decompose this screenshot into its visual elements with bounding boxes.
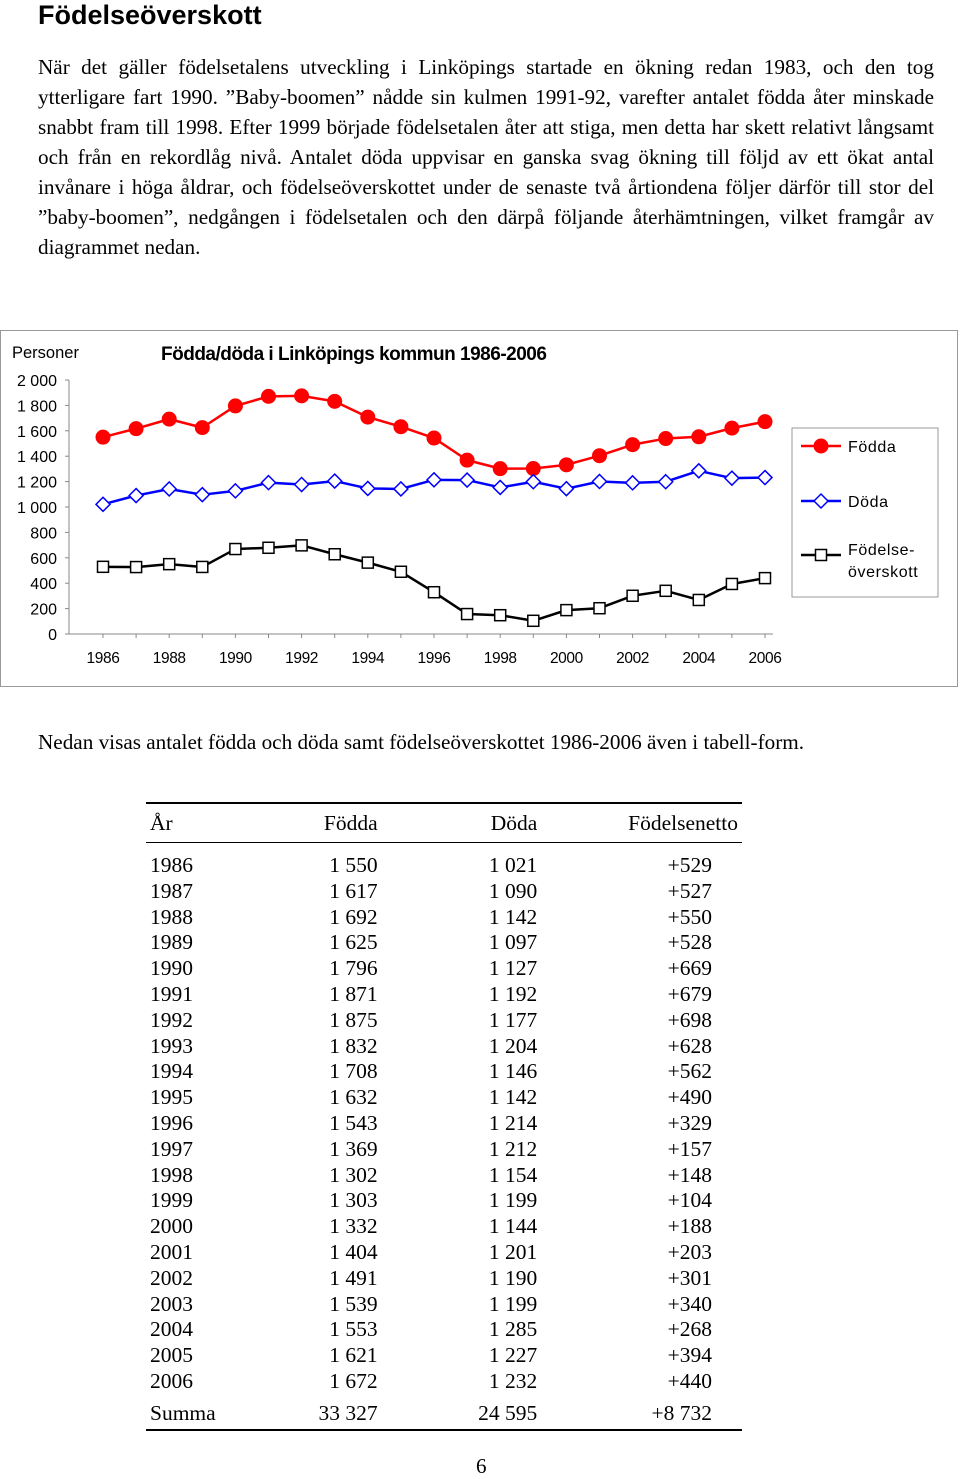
cell-year: 1990 <box>150 956 193 981</box>
cell-net: +203 <box>667 1239 712 1264</box>
series-line <box>103 545 765 620</box>
cell-dead: 1 127 <box>488 956 538 981</box>
table-row <box>146 1317 742 1343</box>
data-point <box>129 489 143 503</box>
cell-net: +148 <box>667 1162 712 1187</box>
cell-born: 1 553 <box>329 1317 378 1342</box>
cell-year: 2001 <box>150 1239 193 1264</box>
data-point <box>296 540 307 551</box>
y-tick-label: 1 000 <box>16 500 57 517</box>
x-tick-label: 2004 <box>682 650 716 667</box>
data-point <box>131 562 142 573</box>
sum-born: 33 327 <box>268 1395 378 1430</box>
legend-label: Födelse- <box>848 542 916 559</box>
cell-net: +698 <box>667 1007 712 1032</box>
legend-marker <box>814 494 828 508</box>
table-header-row <box>146 803 742 843</box>
y-tick-label: 400 <box>30 576 57 594</box>
data-point <box>96 430 110 444</box>
x-tick-label: 2002 <box>616 650 650 667</box>
cell-born: 1 539 <box>329 1291 378 1316</box>
chart-legend <box>792 428 938 597</box>
cell-year: 2004 <box>150 1317 193 1342</box>
cell-year: 1995 <box>150 1085 193 1110</box>
cell-born: 1 672 <box>329 1368 378 1393</box>
cell-net: +679 <box>667 981 712 1006</box>
cell-born: 1 692 <box>329 904 378 929</box>
data-point <box>427 431 441 445</box>
series-2 <box>98 540 771 626</box>
cell-year: 1996 <box>150 1110 193 1135</box>
data-point <box>594 603 605 614</box>
y-tick-label: 1 600 <box>16 423 57 441</box>
y-tick-label: 2 000 <box>16 373 57 390</box>
legend-label: överskott <box>848 564 919 581</box>
table-row <box>146 1008 742 1034</box>
data-point <box>96 497 110 511</box>
data-point <box>228 399 242 413</box>
data-point <box>162 482 176 496</box>
cell-born: 1 832 <box>329 1033 378 1058</box>
cell-dead: 1 214 <box>488 1110 538 1135</box>
data-point <box>197 561 208 572</box>
data-point <box>394 482 408 496</box>
data-point <box>164 559 175 570</box>
cell-net: +329 <box>667 1110 712 1135</box>
x-tick-label: 2000 <box>549 650 583 667</box>
data-point <box>262 476 276 490</box>
cell-dead: 1 097 <box>488 930 538 955</box>
intro-paragraph: När det gäller födelsetalens utveckling i Linköpings startade en ökning redan 1983, och den tog ytterligare fart 1990. ”Baby-boomen” nådde sin kulmen 1991-92, varefter antalet födda åter minskade snabbt fram till 1998. Efter 1999 började födelsetalen åter att stiga, men detta har skett relativt långsamt och från en rekordlåg nivå. Antalet döda uppvisar en ganska svag ökning till följd av ett ökat antal invånare i höga åldrar, och födelseöverskottet under de senaste två årtiondena följer därför till stor del ”baby-boomen”, nedgången i födelsetalen och den därpå följande återhämtningen, vilket framgår av diagrammet nedan. <box>38 55 934 259</box>
cell-dead: 1 090 <box>488 878 538 903</box>
cell-born: 1 708 <box>329 1059 378 1084</box>
cell-net: +528 <box>667 930 712 955</box>
cell-year: 2000 <box>150 1214 193 1239</box>
legend-marker <box>816 550 827 561</box>
data-point <box>427 473 441 487</box>
cell-year: 1998 <box>150 1162 193 1187</box>
data-point <box>262 389 276 403</box>
table-row <box>146 905 742 931</box>
data-point <box>528 615 539 626</box>
cell-year: 2002 <box>150 1265 193 1290</box>
table-row <box>146 1163 742 1189</box>
x-tick-label: 2006 <box>748 650 782 667</box>
cell-net: +394 <box>667 1343 712 1368</box>
data-point <box>429 587 440 598</box>
cell-born: 1 550 <box>329 853 378 877</box>
data-point <box>693 594 704 605</box>
births-deaths-table <box>146 802 742 1431</box>
data-point <box>361 410 375 424</box>
cell-dead: 1 154 <box>488 1162 538 1187</box>
legend-label: Födda <box>848 439 897 456</box>
cell-born: 1 302 <box>329 1162 378 1187</box>
cell-net: +301 <box>667 1265 712 1290</box>
table-row <box>146 1059 742 1085</box>
cell-net: +550 <box>667 904 712 929</box>
y-tick-label: 1 200 <box>16 474 57 492</box>
cell-dead: 1 021 <box>488 853 538 877</box>
y-tick-label: 1 800 <box>16 398 57 416</box>
data-point <box>394 420 408 434</box>
data-point <box>228 484 242 498</box>
data-point <box>495 610 506 621</box>
data-point <box>395 566 406 577</box>
table-row <box>146 1034 742 1060</box>
data-point <box>328 394 342 408</box>
data-point <box>329 549 340 560</box>
cell-dead: 1 199 <box>488 1188 538 1213</box>
data-point <box>758 471 772 485</box>
data-point <box>462 609 473 620</box>
cell-born: 1 303 <box>329 1188 378 1213</box>
data-point <box>660 585 671 596</box>
data-point <box>692 464 706 478</box>
cell-year: 1997 <box>150 1136 193 1161</box>
cell-dead: 1 192 <box>488 981 538 1006</box>
data-point <box>593 449 607 463</box>
data-point <box>129 422 143 436</box>
cell-net: +440 <box>667 1368 712 1393</box>
cell-dead: 1 146 <box>488 1059 538 1084</box>
x-tick-label: 1996 <box>417 650 451 667</box>
x-tick-label: 1986 <box>86 650 120 667</box>
cell-born: 1 491 <box>329 1265 378 1290</box>
births-deaths-chart <box>1 331 959 688</box>
data-point <box>559 482 573 496</box>
data-point <box>460 473 474 487</box>
data-point <box>493 480 507 494</box>
y-tick-label: 600 <box>30 550 57 568</box>
data-point <box>725 471 739 485</box>
data-point <box>328 474 342 488</box>
cell-born: 1 796 <box>329 956 378 981</box>
header-dead: Döda <box>378 803 538 843</box>
cell-dead: 1 227 <box>488 1343 538 1368</box>
cell-dead: 1 144 <box>488 1214 538 1239</box>
data-point <box>659 475 673 489</box>
cell-net: +104 <box>667 1188 712 1213</box>
data-point <box>195 421 209 435</box>
cell-dead: 1 201 <box>488 1239 538 1264</box>
data-point <box>559 458 573 472</box>
cell-dead: 1 232 <box>488 1368 538 1393</box>
cell-year: 1999 <box>150 1188 193 1213</box>
cell-year: 1989 <box>150 930 193 955</box>
data-point <box>692 430 706 444</box>
data-point <box>593 474 607 488</box>
cell-born: 1 404 <box>329 1239 378 1264</box>
series-1 <box>96 464 772 512</box>
x-tick-label: 1998 <box>483 650 517 667</box>
x-tick-label: 1988 <box>152 650 186 667</box>
table-sum-row <box>146 1395 742 1430</box>
y-tick-label: 0 <box>48 627 57 644</box>
table-row <box>146 1085 742 1111</box>
table-row <box>146 930 742 956</box>
table-row <box>146 956 742 982</box>
table-row <box>146 982 742 1008</box>
page-number: 6 <box>476 1454 487 1478</box>
x-tick-label: 1992 <box>285 650 319 667</box>
data-point <box>361 481 375 495</box>
table-row <box>146 1292 742 1318</box>
header-born: Födda <box>268 803 378 843</box>
data-point <box>493 462 507 476</box>
data-point <box>726 578 737 589</box>
cell-dead: 1 204 <box>488 1033 538 1058</box>
data-point <box>526 462 540 476</box>
cell-year: 1988 <box>150 904 193 929</box>
data-point <box>526 475 540 489</box>
data-point <box>626 438 640 452</box>
y-tick-label: 1 400 <box>16 449 57 467</box>
table-row <box>146 879 742 905</box>
page-heading: Födelseöverskott <box>38 0 262 30</box>
cell-dead: 1 142 <box>488 1085 538 1110</box>
cell-net: +340 <box>667 1291 712 1316</box>
header-net: Födelsenetto <box>537 803 742 843</box>
data-point <box>195 488 209 502</box>
data-point <box>460 453 474 467</box>
x-tick-label: 1994 <box>351 650 385 667</box>
cell-net: +562 <box>667 1059 712 1084</box>
cell-born: 1 871 <box>329 981 378 1006</box>
cell-year: 2005 <box>150 1343 193 1368</box>
cell-dead: 1 199 <box>488 1291 538 1316</box>
table-row <box>146 1266 742 1292</box>
cell-dead: 1 285 <box>488 1317 538 1342</box>
table-row <box>146 1188 742 1214</box>
cell-net: +669 <box>667 956 712 981</box>
data-point <box>295 478 309 492</box>
cell-net: +529 <box>667 853 712 877</box>
table-row <box>146 1369 742 1395</box>
chart-frame <box>0 330 958 687</box>
data-point <box>561 605 572 616</box>
table-row <box>146 1137 742 1163</box>
data-point <box>98 561 109 572</box>
cell-dead: 1 212 <box>488 1136 538 1161</box>
cell-dead: 1 190 <box>488 1265 538 1290</box>
table-row <box>146 843 742 879</box>
table-row <box>146 1111 742 1137</box>
y-axis-label: Personer <box>12 344 79 362</box>
cell-year: 2006 <box>150 1368 193 1393</box>
cell-net: +188 <box>667 1214 712 1239</box>
cell-born: 1 621 <box>329 1343 378 1368</box>
cell-year: 1987 <box>150 878 193 903</box>
cell-born: 1 332 <box>329 1214 378 1239</box>
data-point <box>230 544 241 555</box>
table-intro-text: Nedan visas antalet födda och döda samt födelseöverskottet 1986-2006 även i tabell-form. <box>38 730 805 754</box>
legend-label: Döda <box>848 494 889 511</box>
data-point <box>626 476 640 490</box>
table-row <box>146 1240 742 1266</box>
legend-marker <box>814 439 828 453</box>
series-0 <box>96 389 772 476</box>
data-point <box>659 432 673 446</box>
cell-born: 1 617 <box>329 878 378 903</box>
x-tick-label: 1990 <box>218 650 252 667</box>
data-point <box>725 421 739 435</box>
cell-net: +490 <box>667 1085 712 1110</box>
data-point <box>758 415 772 429</box>
sum-net: +8 732 <box>537 1395 742 1430</box>
cell-dead: 1 177 <box>488 1007 538 1032</box>
cell-year: 1994 <box>150 1059 193 1084</box>
cell-net: +268 <box>667 1317 712 1342</box>
chart-axes <box>17 373 781 667</box>
cell-year: 1992 <box>150 1007 193 1032</box>
data-point <box>295 389 309 403</box>
data-point <box>627 590 638 601</box>
cell-year: 1991 <box>150 981 193 1006</box>
sum-dead: 24 595 <box>378 1395 538 1430</box>
cell-born: 1 369 <box>329 1136 378 1161</box>
cell-net: +628 <box>667 1033 712 1058</box>
table-row <box>146 1214 742 1240</box>
data-point <box>362 557 373 568</box>
cell-year: 2003 <box>150 1291 193 1316</box>
data-point <box>263 542 274 553</box>
chart-title: Födda/döda i Linköpings kommun 1986-2006 <box>161 344 547 365</box>
data-point <box>162 412 176 426</box>
chart-series <box>96 389 772 626</box>
y-tick-label: 200 <box>30 601 57 619</box>
table-row <box>146 1343 742 1369</box>
header-year: År <box>146 803 268 843</box>
cell-year: 1986 <box>150 853 193 877</box>
cell-dead: 1 142 <box>488 904 538 929</box>
cell-net: +527 <box>667 878 712 903</box>
data-point <box>760 573 771 584</box>
sum-label: Summa <box>146 1395 268 1430</box>
cell-born: 1 543 <box>329 1110 378 1135</box>
y-tick-label: 800 <box>30 525 57 543</box>
cell-born: 1 875 <box>329 1007 378 1032</box>
cell-net: +157 <box>667 1136 712 1161</box>
cell-born: 1 625 <box>329 930 378 955</box>
cell-born: 1 632 <box>329 1085 378 1110</box>
cell-year: 1993 <box>150 1033 193 1058</box>
